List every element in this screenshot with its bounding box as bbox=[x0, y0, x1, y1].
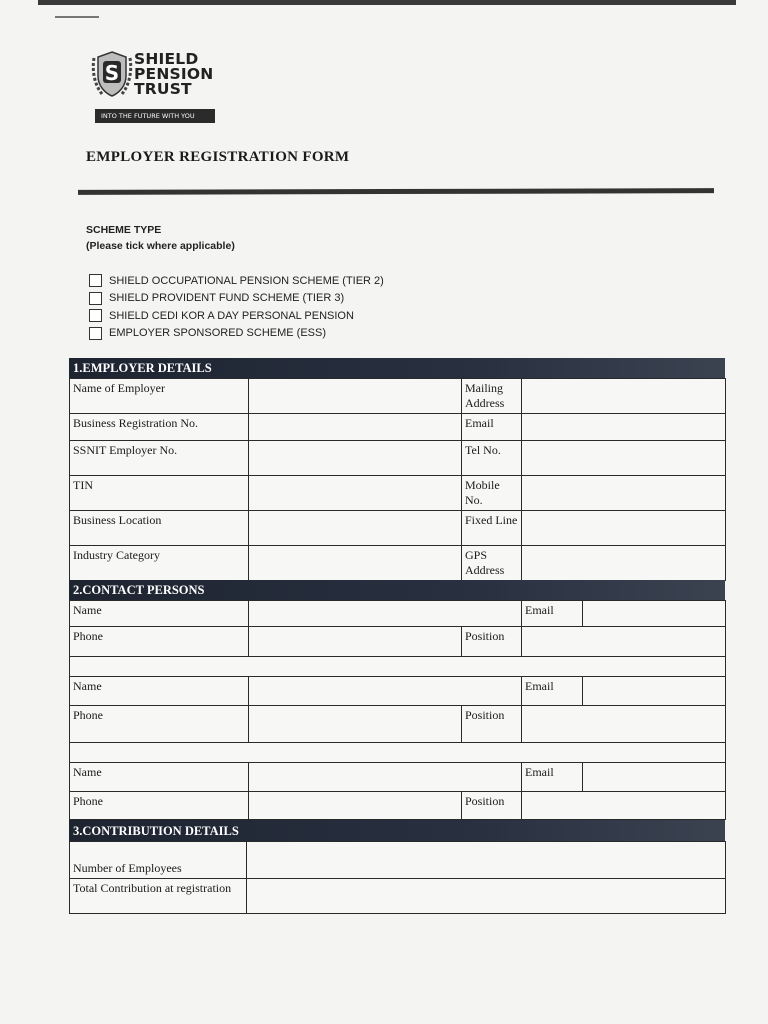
field-label: Mailing Address bbox=[462, 379, 522, 414]
field-label: Business Registration No. bbox=[70, 414, 249, 441]
contact-3-name-input[interactable] bbox=[249, 763, 522, 792]
contact-1-name-input[interactable] bbox=[249, 601, 522, 627]
table-row bbox=[70, 601, 726, 627]
ssnit-employer-input[interactable] bbox=[249, 441, 462, 476]
contact-3-position-input[interactable] bbox=[522, 792, 726, 820]
emblem-letter: S bbox=[104, 61, 120, 85]
contact-2-email-input[interactable] bbox=[583, 677, 726, 706]
field-label: Email bbox=[522, 601, 583, 627]
email-input[interactable] bbox=[522, 414, 726, 441]
field-label: Email bbox=[522, 763, 583, 792]
scheme-option-label: EMPLOYER SPONSORED SCHEME (ESS) bbox=[109, 327, 326, 340]
mobile-input[interactable] bbox=[522, 476, 726, 511]
field-label: Tel No. bbox=[462, 441, 522, 476]
field-label: Name bbox=[70, 677, 249, 706]
contact-2-phone-input[interactable] bbox=[249, 706, 462, 743]
business-location-input[interactable] bbox=[249, 511, 462, 546]
contribution-details-section bbox=[69, 820, 725, 914]
employer-details-section bbox=[69, 358, 725, 581]
table-row bbox=[70, 476, 726, 511]
scan-top-edge bbox=[38, 0, 736, 5]
logo-line-3: TRUST bbox=[134, 80, 192, 98]
fixed-line-input[interactable] bbox=[522, 511, 726, 546]
checkbox[interactable] bbox=[89, 274, 102, 287]
title-divider bbox=[78, 188, 714, 195]
field-label: Phone bbox=[70, 706, 249, 743]
contact-persons-table bbox=[69, 600, 726, 820]
scheme-option[interactable] bbox=[89, 325, 384, 343]
scheme-option[interactable] bbox=[89, 272, 384, 290]
table-row bbox=[70, 441, 726, 476]
scan-mark bbox=[55, 16, 99, 18]
table-row bbox=[70, 414, 726, 441]
number-of-employees-input[interactable] bbox=[247, 842, 726, 879]
contact-1-phone-input[interactable] bbox=[249, 627, 462, 657]
field-label: Fixed Line bbox=[462, 511, 522, 546]
scheme-type-instruction: (Please tick where applicable) bbox=[86, 240, 235, 252]
contact-3-email-input[interactable] bbox=[583, 763, 726, 792]
logo-line-2: PENSION bbox=[134, 65, 214, 83]
business-registration-input[interactable] bbox=[249, 414, 462, 441]
field-label: Phone bbox=[70, 792, 249, 820]
field-label: Position bbox=[462, 706, 522, 743]
tin-input[interactable] bbox=[249, 476, 462, 511]
field-label: Email bbox=[522, 677, 583, 706]
employer-details-table bbox=[69, 378, 726, 581]
tel-input[interactable] bbox=[522, 441, 726, 476]
table-row bbox=[70, 879, 726, 914]
contact-persons-section bbox=[69, 580, 725, 820]
total-contribution-input[interactable] bbox=[247, 879, 726, 914]
scheme-option[interactable] bbox=[89, 307, 384, 325]
field-label: Number of Employees bbox=[70, 842, 247, 879]
field-label: Name of Employer bbox=[70, 379, 249, 414]
field-label: Total Contribution at registration bbox=[70, 879, 247, 914]
spacer-cell bbox=[70, 743, 726, 763]
checkbox[interactable] bbox=[89, 292, 102, 305]
field-label: Name bbox=[70, 763, 249, 792]
table-row bbox=[70, 763, 726, 792]
field-label: Business Location bbox=[70, 511, 249, 546]
contribution-details-table bbox=[69, 841, 726, 914]
logo-wordmark bbox=[134, 52, 213, 97]
contact-1-position-input[interactable] bbox=[522, 627, 726, 657]
form-title: EMPLOYER REGISTRATION FORM bbox=[86, 149, 350, 165]
mailing-address-input[interactable] bbox=[522, 379, 726, 414]
logo-line-1: SHIELD bbox=[134, 50, 199, 68]
table-row bbox=[70, 546, 726, 581]
contact-2-name-input[interactable] bbox=[249, 677, 522, 706]
table-row bbox=[70, 627, 726, 657]
employer-name-input[interactable] bbox=[249, 379, 462, 414]
field-label: Position bbox=[462, 627, 522, 657]
field-label: GPS Address bbox=[462, 546, 522, 581]
field-label: Position bbox=[462, 792, 522, 820]
table-row bbox=[70, 792, 726, 820]
section-header: 1.EMPLOYER DETAILS bbox=[69, 358, 725, 378]
scheme-option[interactable] bbox=[89, 290, 384, 308]
table-row bbox=[70, 379, 726, 414]
contact-2-position-input[interactable] bbox=[522, 706, 726, 743]
scheme-option-label: SHIELD OCCUPATIONAL PENSION SCHEME (TIER 2) bbox=[109, 274, 384, 287]
field-label: Email bbox=[462, 414, 522, 441]
field-label: Name bbox=[70, 601, 249, 627]
table-row bbox=[70, 706, 726, 743]
contact-1-email-input[interactable] bbox=[583, 601, 726, 627]
scheme-type-title: SCHEME TYPE bbox=[86, 224, 162, 236]
spacer-row bbox=[70, 657, 726, 677]
field-label: TIN bbox=[70, 476, 249, 511]
table-row bbox=[70, 511, 726, 546]
industry-category-input[interactable] bbox=[249, 546, 462, 581]
checkbox[interactable] bbox=[89, 309, 102, 322]
scheme-type-heading bbox=[86, 222, 235, 254]
scheme-option-label: SHIELD PROVIDENT FUND SCHEME (TIER 3) bbox=[109, 292, 345, 305]
shield-pension-trust-logo bbox=[88, 48, 223, 126]
spacer-cell bbox=[70, 657, 726, 677]
scheme-option-label: SHIELD CEDI KOR A DAY PERSONAL PENSION bbox=[109, 309, 354, 322]
field-label: Phone bbox=[70, 627, 249, 657]
scheme-options bbox=[89, 272, 384, 342]
contact-3-phone-input[interactable] bbox=[249, 792, 462, 820]
spacer-row bbox=[70, 743, 726, 763]
gps-address-input[interactable] bbox=[522, 546, 726, 581]
field-label: Mobile No. bbox=[462, 476, 522, 511]
field-label: Industry Category bbox=[70, 546, 249, 581]
table-row bbox=[70, 842, 726, 879]
logo-tagline: INTO THE FUTURE WITH YOU bbox=[95, 109, 215, 123]
section-header: 3.CONTRIBUTION DETAILS bbox=[69, 820, 725, 841]
section-header: 2.CONTACT PERSONS bbox=[69, 580, 725, 600]
checkbox[interactable] bbox=[89, 327, 102, 340]
table-row bbox=[70, 677, 726, 706]
shield-emblem-icon bbox=[88, 48, 136, 104]
field-label: SSNIT Employer No. bbox=[70, 441, 249, 476]
